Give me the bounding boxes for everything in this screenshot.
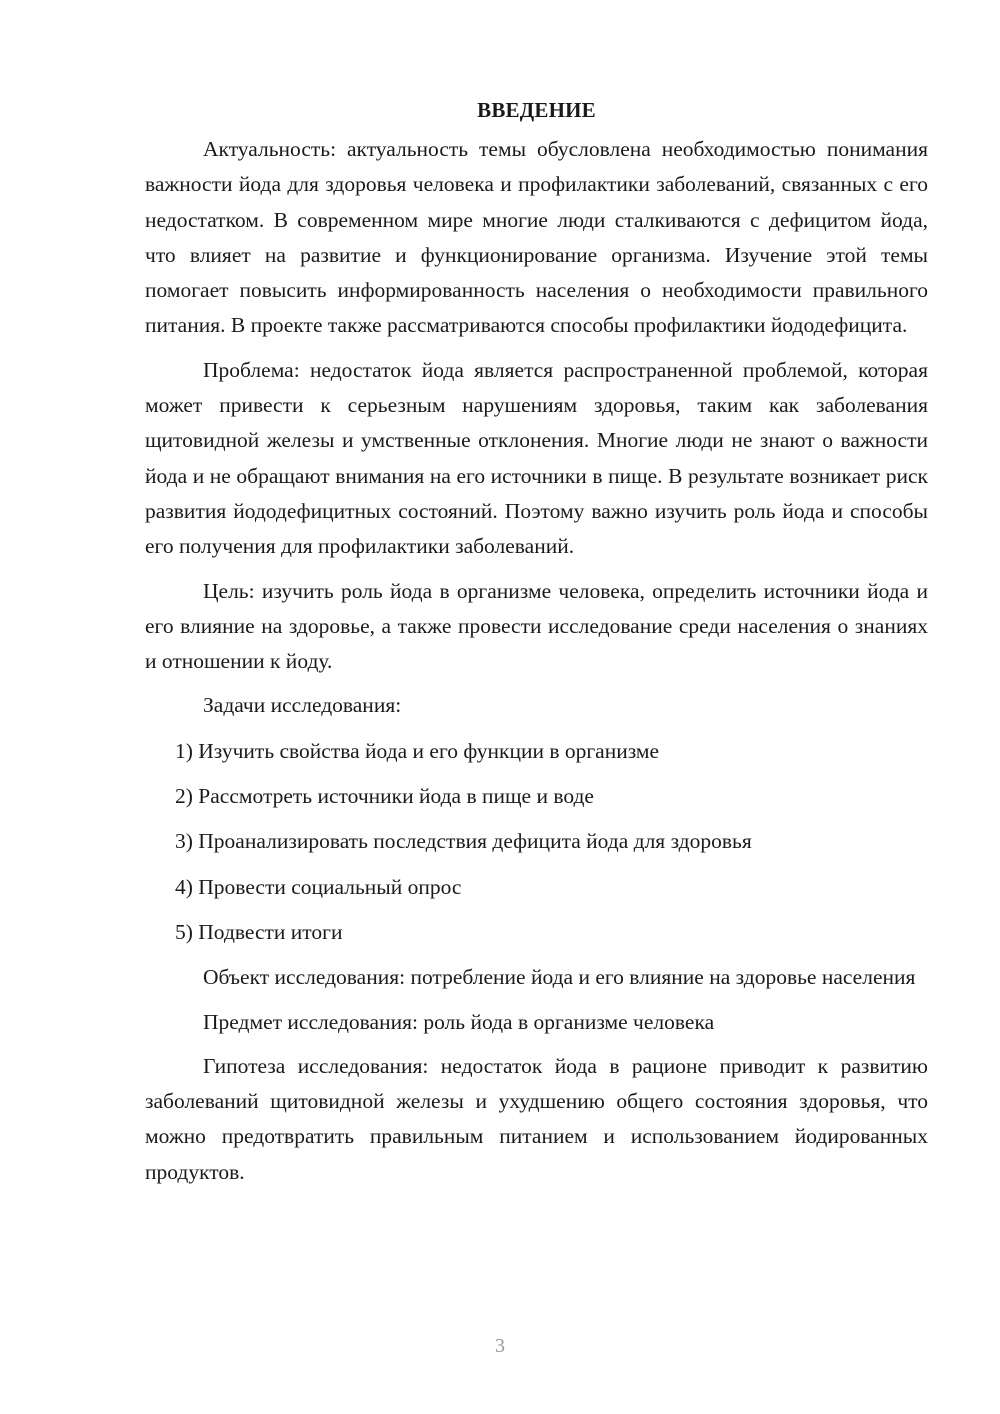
task-item-1: 1) Изучить свойства йода и его функции в организме xyxy=(175,738,660,763)
task-item-2: 2) Рассмотреть источники йода в пище и воде xyxy=(175,784,594,809)
task-item-5: 5) Подвести итоги xyxy=(175,919,343,944)
document-page xyxy=(145,96,928,1190)
object-paragraph: Объект исследования: потребление йода и его влияние на здоровье населения xyxy=(203,965,916,990)
tasks-heading: Задачи исследования: xyxy=(203,693,402,718)
goal-paragraph: Цель: изучить роль йода в организме человека, определить источники йода и его влияние на здоровье, а также провести исследование среди населения о знаниях и отношении к йоду. xyxy=(145,578,928,674)
page-number: 3 xyxy=(495,1335,505,1357)
task-item-4: 4) Провести социальный опрос xyxy=(175,874,462,899)
relevance-paragraph: Актуальность: актуальность темы обусловлена необходимостью понимания важности йода для здоровья человека и профилактики заболеваний, связанных с его недостатком. В современном мире многие люди сталкиваются с дефицитом йода, что влияет на развитие и функционирование организма. Изучение этой темы помогает повысить информированность населения о необходимости правильного питания. В проекте также рассматриваются способы профилактики йододефицита. xyxy=(145,137,928,338)
subject-paragraph: Предмет исследования: роль йода в организме человека xyxy=(203,1009,715,1034)
problem-paragraph: Проблема: недостаток йода является распространенной проблемой, которая может привести к серьезным нарушениям здоровья, таким как заболевания щитовидной железы и умственные отклонения. Многие люди не знают о важности йода и не обращают внимания на его источники в пище. В результате возникает риск развития йододефицитных состояний. Поэтому важно изучить роль йода и способы его получения для профилактики заболеваний. xyxy=(145,357,928,559)
task-list xyxy=(145,734,928,950)
section-title: ВВЕДЕНИЕ xyxy=(477,98,596,122)
task-item-3: 3) Проанализировать последствия дефицита йода для здоровья xyxy=(175,829,752,854)
hypothesis-paragraph: Гипотеза исследования: недостаток йода в рационе приводит к развитию заболеваний щитовидной железы и ухудшению общего состояния здоровья, что можно предотвратить правильным питанием и использованием йодированных продуктов. xyxy=(145,1053,928,1184)
